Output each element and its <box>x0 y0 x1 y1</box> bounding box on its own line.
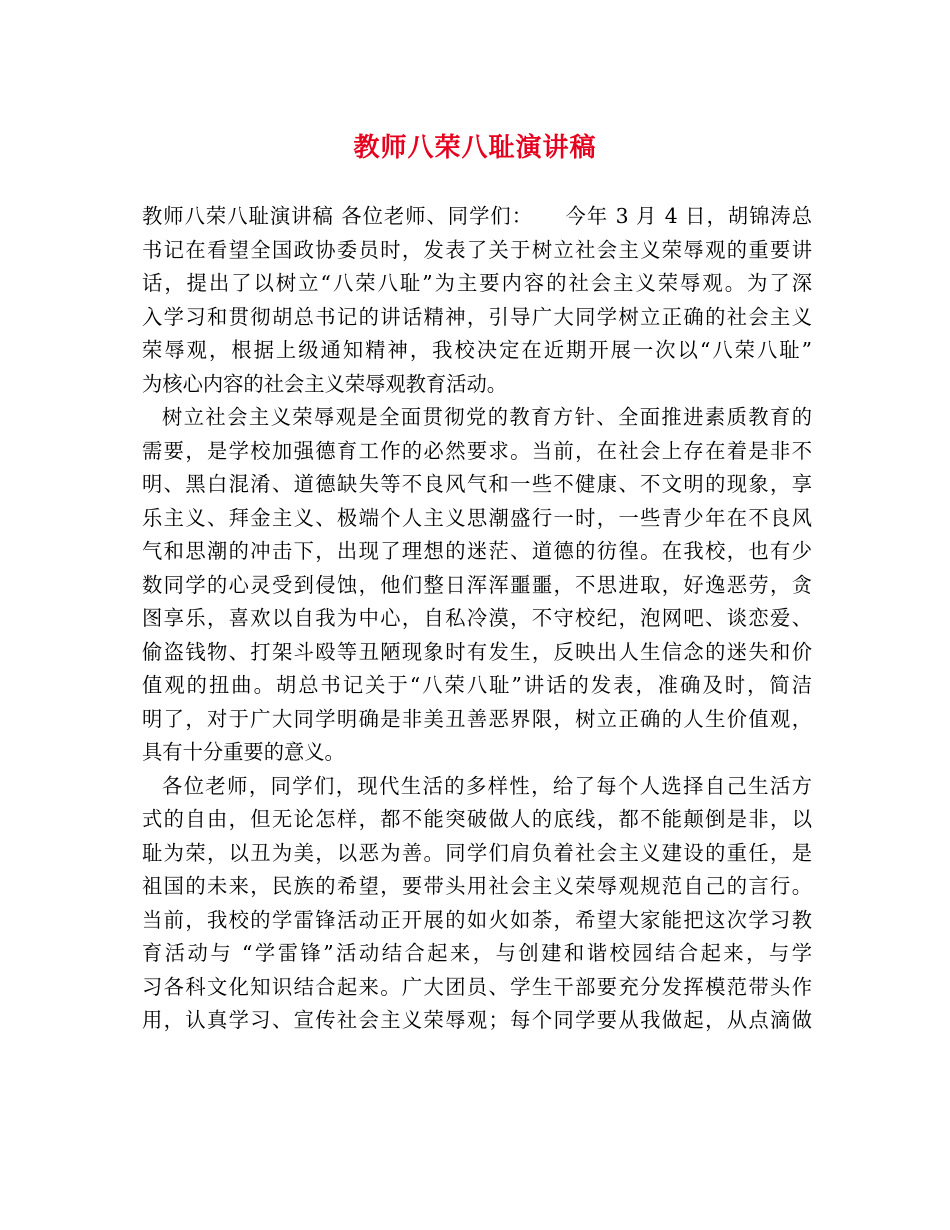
text-line: 明、黑白混淆、道德缺失等不良风气和一些不健康、不文明的现象，享 <box>142 472 812 496</box>
paragraph-2 <box>142 401 812 770</box>
text-line: 数同学的心灵受到侵蚀，他们整日浑浑噩噩，不思进取，好逸恶劳，贪 <box>142 572 812 597</box>
paragraph-1 <box>142 200 812 401</box>
text-line: 教师八荣八耻演讲稿 各位老师、同学们： 今年 3 月 4 日，胡锦涛总 <box>142 204 812 228</box>
text-line: 书记在看望全国政协委员时，发表了关于树立社会主义荣辱观的重要讲 <box>142 237 812 262</box>
text-line: 话，提出了以树立“八荣八耻”为主要内容的社会主义荣辱观。为了深 <box>142 271 812 295</box>
text-line: 习各科文化知识结合起来。广大团员、学生干部要充分发挥模范带头作 <box>142 974 812 999</box>
text-line: 用，认真学习、宣传社会主义荣辱观；每个同学要从我做起，从点滴做 <box>142 1008 812 1032</box>
text-line: 式的自由，但无论怎样，都不能突破做人的底线，都不能颠倒是非，以 <box>142 807 812 831</box>
paragraph-3 <box>142 770 812 1038</box>
text-line: 育活动与 “学雷锋”活动结合起来，与创建和谐校园结合起来，与学 <box>142 941 812 965</box>
document-title: 教师八荣八耻演讲稿 <box>353 133 597 163</box>
document-body <box>142 200 812 1038</box>
text-line: 祖国的未来，民族的希望，要带头用社会主义荣辱观规范自己的言行。 <box>142 874 812 898</box>
text-line: 乐主义、拜金主义、极端个人主义思潮盛行一时，一些青少年在不良风 <box>142 505 812 530</box>
text-line: 具有十分重要的意义。 <box>142 740 345 764</box>
text-line: 气和思潮的冲击下，出现了理想的迷茫、道德的彷徨。在我校，也有少 <box>142 539 812 563</box>
text-line: 当前，我校的学雷锋活动正开展的如火如荼，希望大家能把这次学习教 <box>142 907 812 932</box>
text-line: 为核心内容的社会主义荣辱观教育活动。 <box>142 371 508 396</box>
text-line: 树立社会主义荣辱观是全面贯彻党的教育方针、全面推进素质教育的 <box>162 405 812 429</box>
text-line: 入学习和贯彻胡总书记的讲话精神，引导广大同学树立正确的社会主义 <box>142 304 812 329</box>
text-line: 图享乐，喜欢以自我为中心，自私冷漠，不守校纪，泡网吧、谈恋爱、 <box>142 606 812 630</box>
text-line: 需要，是学校加强德育工作的必然要求。当前，在社会上存在着是非不 <box>142 438 812 463</box>
text-line: 耻为荣，以丑为美，以恶为善。同学们肩负着社会主义建设的重任，是 <box>142 840 812 865</box>
text-line: 荣辱观，根据上级通知精神，我校决定在近期开展一次以“八荣八耻” <box>142 338 812 362</box>
text-line: 偷盗钱物、打架斗殴等丑陋现象时有发生，反映出人生信念的迷失和价 <box>142 639 812 664</box>
text-line: 值观的扭曲。胡总书记关于“八荣八耻”讲话的发表，准确及时，简洁 <box>142 673 812 697</box>
text-line: 各位老师，同学们，现代生活的多样性，给了每个人选择自己生活方 <box>162 773 812 798</box>
text-line: 明了，对于广大同学明确是非美丑善恶界限，树立正确的人生价值观， <box>142 706 812 731</box>
